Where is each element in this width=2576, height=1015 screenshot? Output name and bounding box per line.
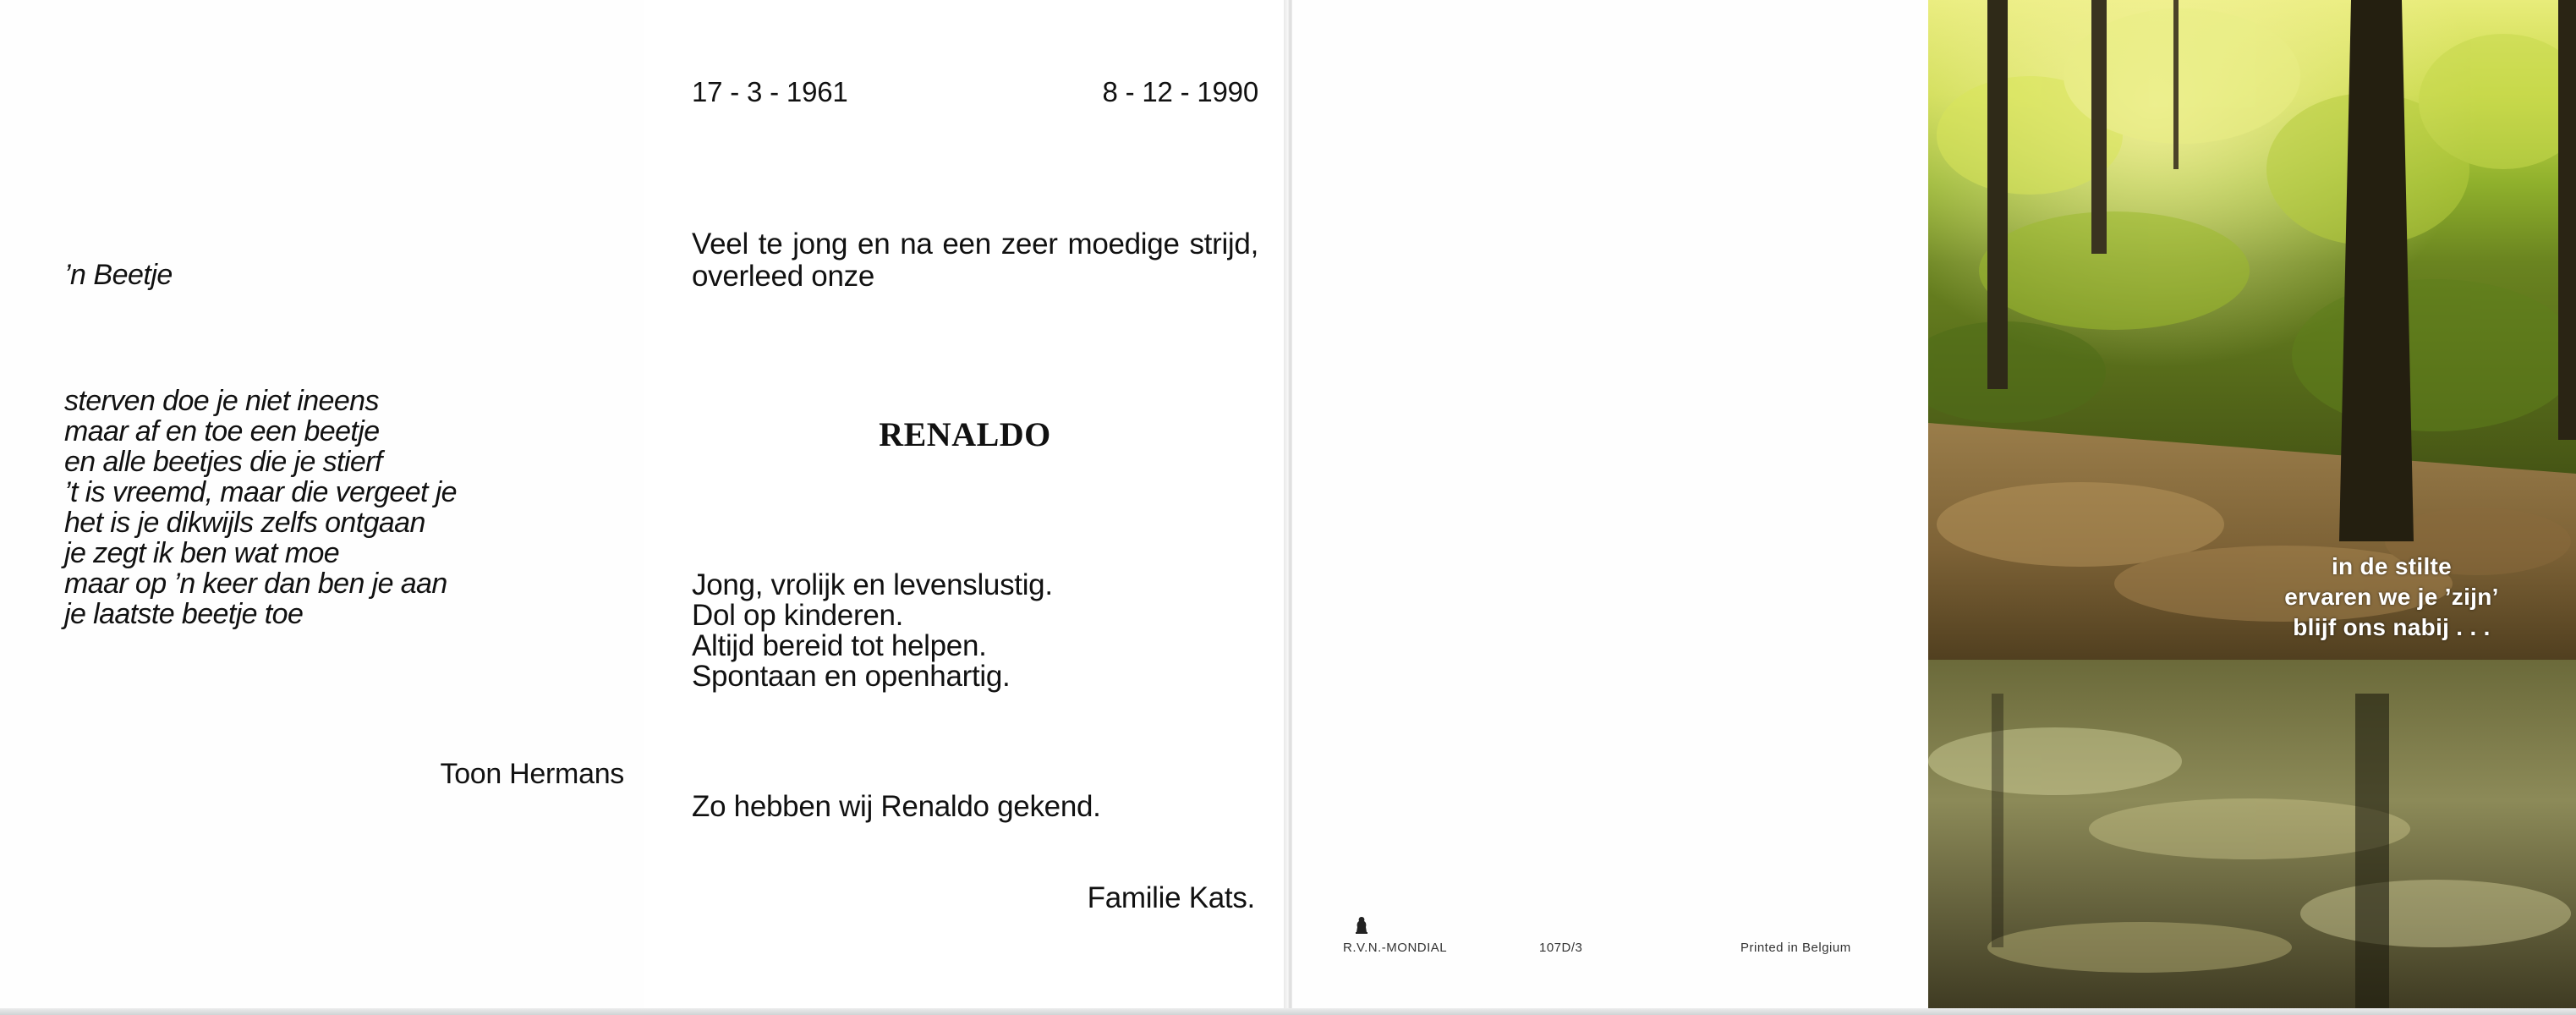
birth-date: 17 - 3 - 1961 [692, 76, 848, 107]
poem-line: sterven doe je niet ineens [64, 385, 379, 417]
poem-panel [0, 0, 644, 1012]
trait-line: Spontaan en openhartig. [692, 660, 1011, 693]
announcement-intro: Veel te jong en na een zeer moedige strijd, overleed onze [692, 228, 1258, 293]
poem-author: Toon Hermans [440, 758, 624, 790]
caption-line: ervaren we je ’zijn’ [2284, 584, 2499, 610]
poem-line: je laatste beetje toe [64, 598, 304, 630]
poem-line: en alle beetjes die je stierf [64, 446, 382, 478]
trait-line: Dol op kinderen. [692, 599, 904, 632]
death-date: 8 - 12 - 1990 [1102, 76, 1258, 107]
publisher-logo-icon [1354, 915, 1369, 935]
poem-line: het is je dikwijls zelfs ontgaan [64, 507, 425, 539]
character-traits [692, 570, 1053, 692]
publisher-name: R.V.N.-MONDIAL [1343, 941, 1448, 955]
caption-line: in de stilte [2331, 553, 2453, 579]
poem-line: maar op ’n keer dan ben je aan [64, 568, 447, 600]
poem-line: ’t is vreemd, maar die vergeet je [64, 476, 457, 508]
poem-line: maar af en toe een beetje [64, 415, 380, 447]
caption-line: blijf ons nabij . . . [2293, 614, 2491, 640]
poem-text [64, 386, 457, 629]
announcement-panel [644, 0, 1285, 1012]
poem-title: ’n Beetje [64, 259, 173, 291]
poem-line: je zegt ik ben wat moe [64, 537, 340, 569]
trait-line: Jong, vrolijk en levenslustig. [692, 568, 1053, 601]
trait-line: Altijd bereid tot helpen. [692, 629, 987, 662]
back-panel [1292, 0, 1928, 1012]
photo-caption [2250, 551, 2534, 643]
deceased-name: RENALDO [879, 415, 1051, 453]
family-signature: Familie Kats. [1087, 881, 1255, 914]
card-code: 107D/3 [1539, 941, 1583, 955]
scan-bottom-edge [0, 1008, 2576, 1015]
photo-panel [1928, 0, 2576, 1012]
forest-photo [1928, 0, 2576, 1012]
closing-sentence: Zo hebben wij Renaldo gekend. [692, 790, 1101, 823]
printed-in-note: Printed in Belgium [1740, 941, 1851, 955]
